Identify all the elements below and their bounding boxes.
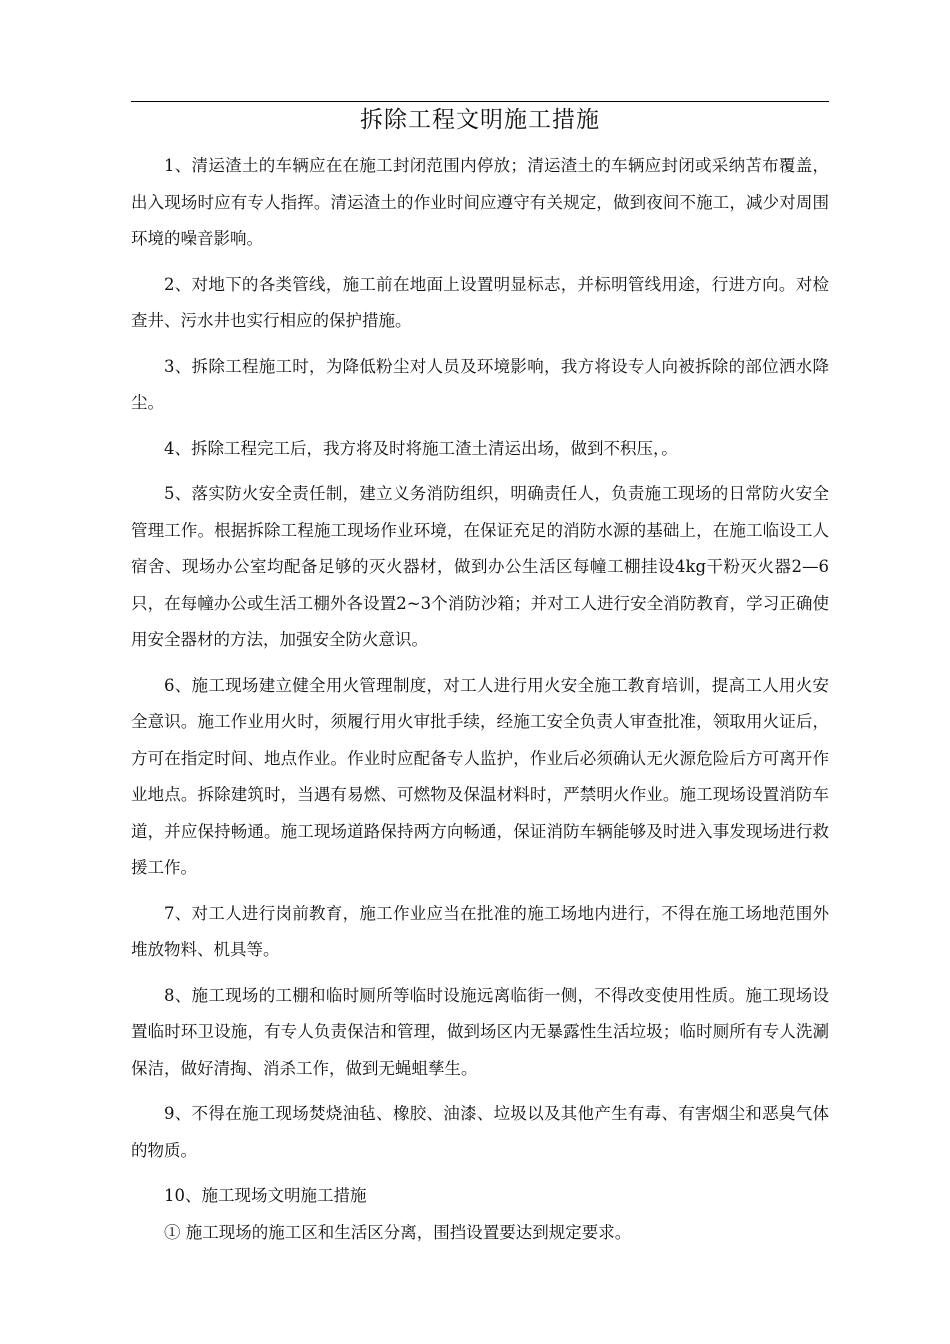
header-rule	[131, 101, 829, 102]
paragraph-6: 6、施工现场建立健全用火管理制度，对工人进行用火安全施工教育培训，提高工人用火安全意识。施工作业用火时，须履行用火审批手续，经施工安全负责人审查批准，领取用火证后，方可在指定时间、地点作业。作业时应配备专人监护，作业后必须确认无火源危险后方可离开作业地点。拆除建筑时，当遇有易燃、可燃物及保温材料时，严禁明火作业。施工现场设置消防车道，并应保持畅通。施工现场道路保持两方向畅通，保证消防车辆能够及时进入事发现场进行救援工作。	[131, 675, 829, 877]
paragraph-10-item-1: ① 施工现场的施工区和生活区分离，围挡设置要达到规定要求。	[164, 1222, 632, 1242]
paragraph-7: 7、对工人进行岗前教育，施工作业应当在批准的施工场地内进行，不得在施工场地范围外堆放物料、机具等。	[131, 903, 829, 959]
paragraph-10: 10、施工现场文明施工措施	[164, 1186, 367, 1205]
paragraph-5: 5、落实防火安全责任制，建立义务消防组织，明确责任人，负责施工现场的日常防火安全管理工作。根据拆除工程施工现场作业环境，在保证充足的消防水源的基础上，在施工临设工人宿舍、现场办公室均配备足够的灭火器材，做到办公生活区每幢工棚挂设4kg干粉灭火器2—6只，在每幢办公或生活工棚外各设置2~3个消防沙箱；并对工人进行安全消防教育，学习正确使用安全器材的方法，加强安全防火意识。	[131, 484, 829, 649]
paragraph-2: 2、对地下的各类管线，施工前在地面上设置明显标志，并标明管线用途，行进方向。对检查井、污水井也实行相应的保护措施。	[131, 274, 829, 330]
paragraph-1: 1、清运渣土的车辆应在在施工封闭范围内停放；清运渣土的车辆应封闭或采纳苫布覆盖，出入现场时应有专人指挥。清运渣土的作业时间应遵守有关规定，做到夜间不施工，减少对周围环境的噪音影响。	[131, 156, 829, 248]
document-body	[131, 148, 829, 1260]
document-title: 拆除工程文明施工措施	[360, 107, 600, 133]
paragraph-4: 4、拆除工程完工后，我方将及时将施工渣土清运出场，做到不积压，。	[164, 438, 678, 458]
paragraph-9: 9、不得在施工现场焚烧油毡、橡胶、油漆、垃圾以及其他产生有毒、有害烟尘和恶臭气体的物质。	[131, 1104, 829, 1160]
paragraph-8: 8、施工现场的工棚和临时厕所等临时设施远离临街一侧，不得改变使用性质。施工现场设置临时环卫设施，有专人负责保洁和管理，做到场区内无暴露性生活垃圾；临时厕所有专人洗涮保洁，做好清掏、消杀工作，做到无蝇蛆孳生。	[131, 985, 829, 1078]
paragraph-3: 3、拆除工程施工时，为降低粉尘对人员及环境影响，我方将设专人向被拆除的部位洒水降尘。	[131, 356, 829, 412]
